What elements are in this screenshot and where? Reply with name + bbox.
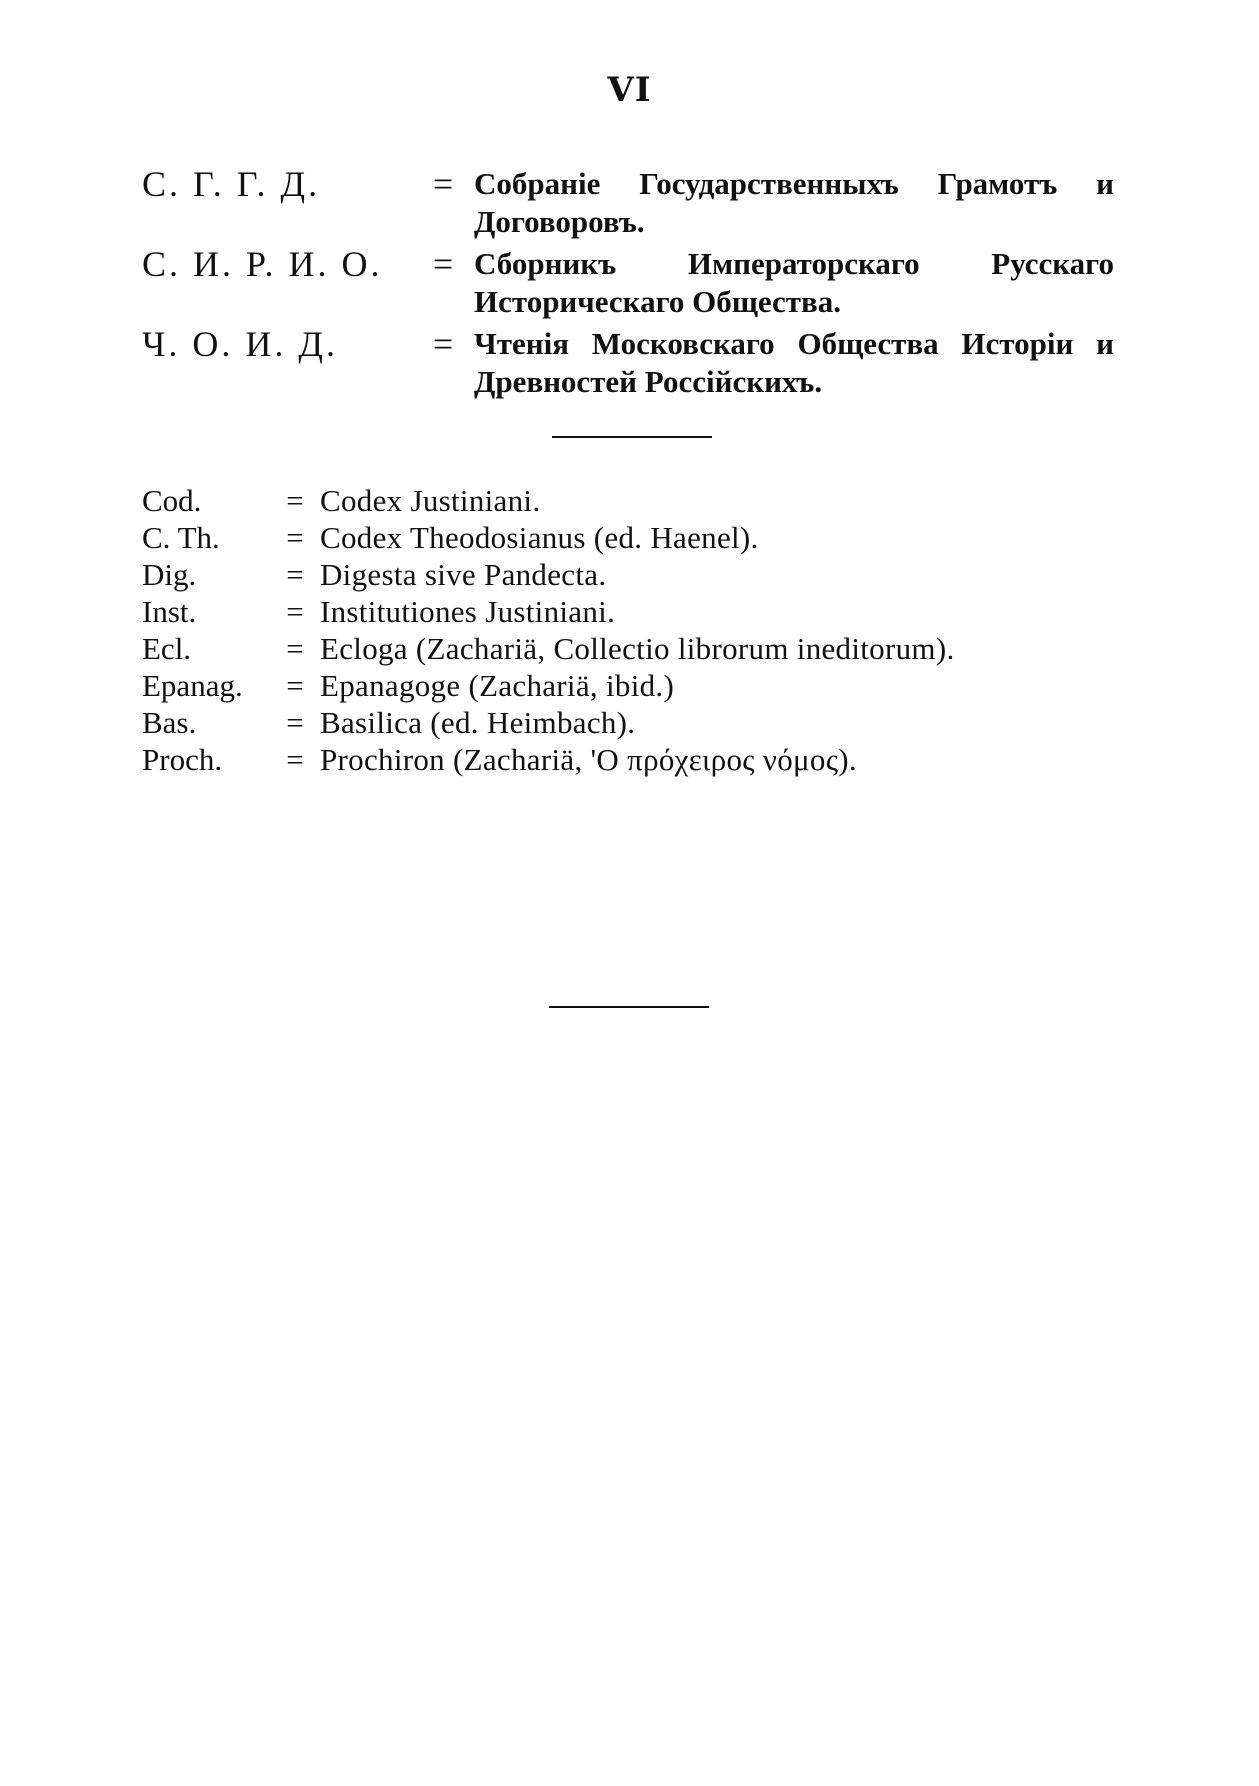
abbreviation: Bas. [142,705,197,740]
russian-abbreviation-list [142,165,1122,405]
abbreviation-row [142,325,1122,401]
abbreviation-definition: Prochiron (Zachariä, 'Ο πρόχειρος νόμος). [320,742,857,777]
abbreviation: Cod. [142,483,202,518]
section-divider [549,1006,709,1008]
abbreviation: Dig. [142,557,197,592]
page-number: VI [607,70,652,110]
abbreviation: Ч. О. И. Д. [142,324,338,364]
abbreviation-row [142,704,1142,741]
abbreviation-row [142,519,1142,556]
abbreviation: Proch. [142,742,223,777]
equals-sign: = [286,742,304,777]
abbreviation-row [142,667,1142,704]
abbreviation-definition: Ecloga (Zachariä, Collectio librorum ineditorum). [320,631,955,666]
abbreviation: С. Г. Г. Д. [142,164,321,204]
abbreviation: C. Th. [142,520,220,555]
abbreviation-row [142,482,1142,519]
equals-sign: = [286,557,304,592]
equals-sign: = [432,244,454,284]
abbreviation-definition: Codex Theodosianus (ed. Haenel). [320,520,759,555]
abbreviation-row [142,593,1142,630]
equals-sign: = [286,594,304,629]
abbreviation-row [142,245,1122,321]
abbreviation-definition: Собраніе Государственныхъ Грамотъ и Договоровъ. [474,166,1114,239]
abbreviation-definition: Institutiones Justiniani. [320,594,616,629]
abbreviation: С. И. Р. И. О. [142,244,383,284]
equals-sign: = [432,324,454,364]
equals-sign: = [286,520,304,555]
abbreviation-definition: Epanagoge (Zachariä, ibid.) [320,668,675,703]
abbreviation-definition: Digesta sive Pandecta. [320,557,607,592]
equals-sign: = [432,164,454,204]
abbreviation-row [142,165,1122,241]
latin-abbreviation-list [142,482,1142,778]
abbreviation-row [142,741,1142,778]
abbreviation: Epanag. [142,668,243,703]
abbreviation-definition: Чтенія Московскаго Общества Исторіи и Древностей Россійскихъ. [474,326,1114,399]
section-divider [552,436,712,438]
abbreviation-definition: Сборникъ Императорскаго Русскаго Историческаго Общества. [474,246,1114,319]
equals-sign: = [286,668,304,703]
abbreviation: Ecl. [142,631,192,666]
abbreviation-definition: Codex Justiniani. [320,483,541,518]
abbreviation-definition: Basilica (ed. Heimbach). [320,705,636,740]
abbreviation-row [142,630,1142,667]
equals-sign: = [286,483,304,518]
equals-sign: = [286,705,304,740]
abbreviation-row [142,556,1142,593]
equals-sign: = [286,631,304,666]
abbreviation: Inst. [142,594,197,629]
